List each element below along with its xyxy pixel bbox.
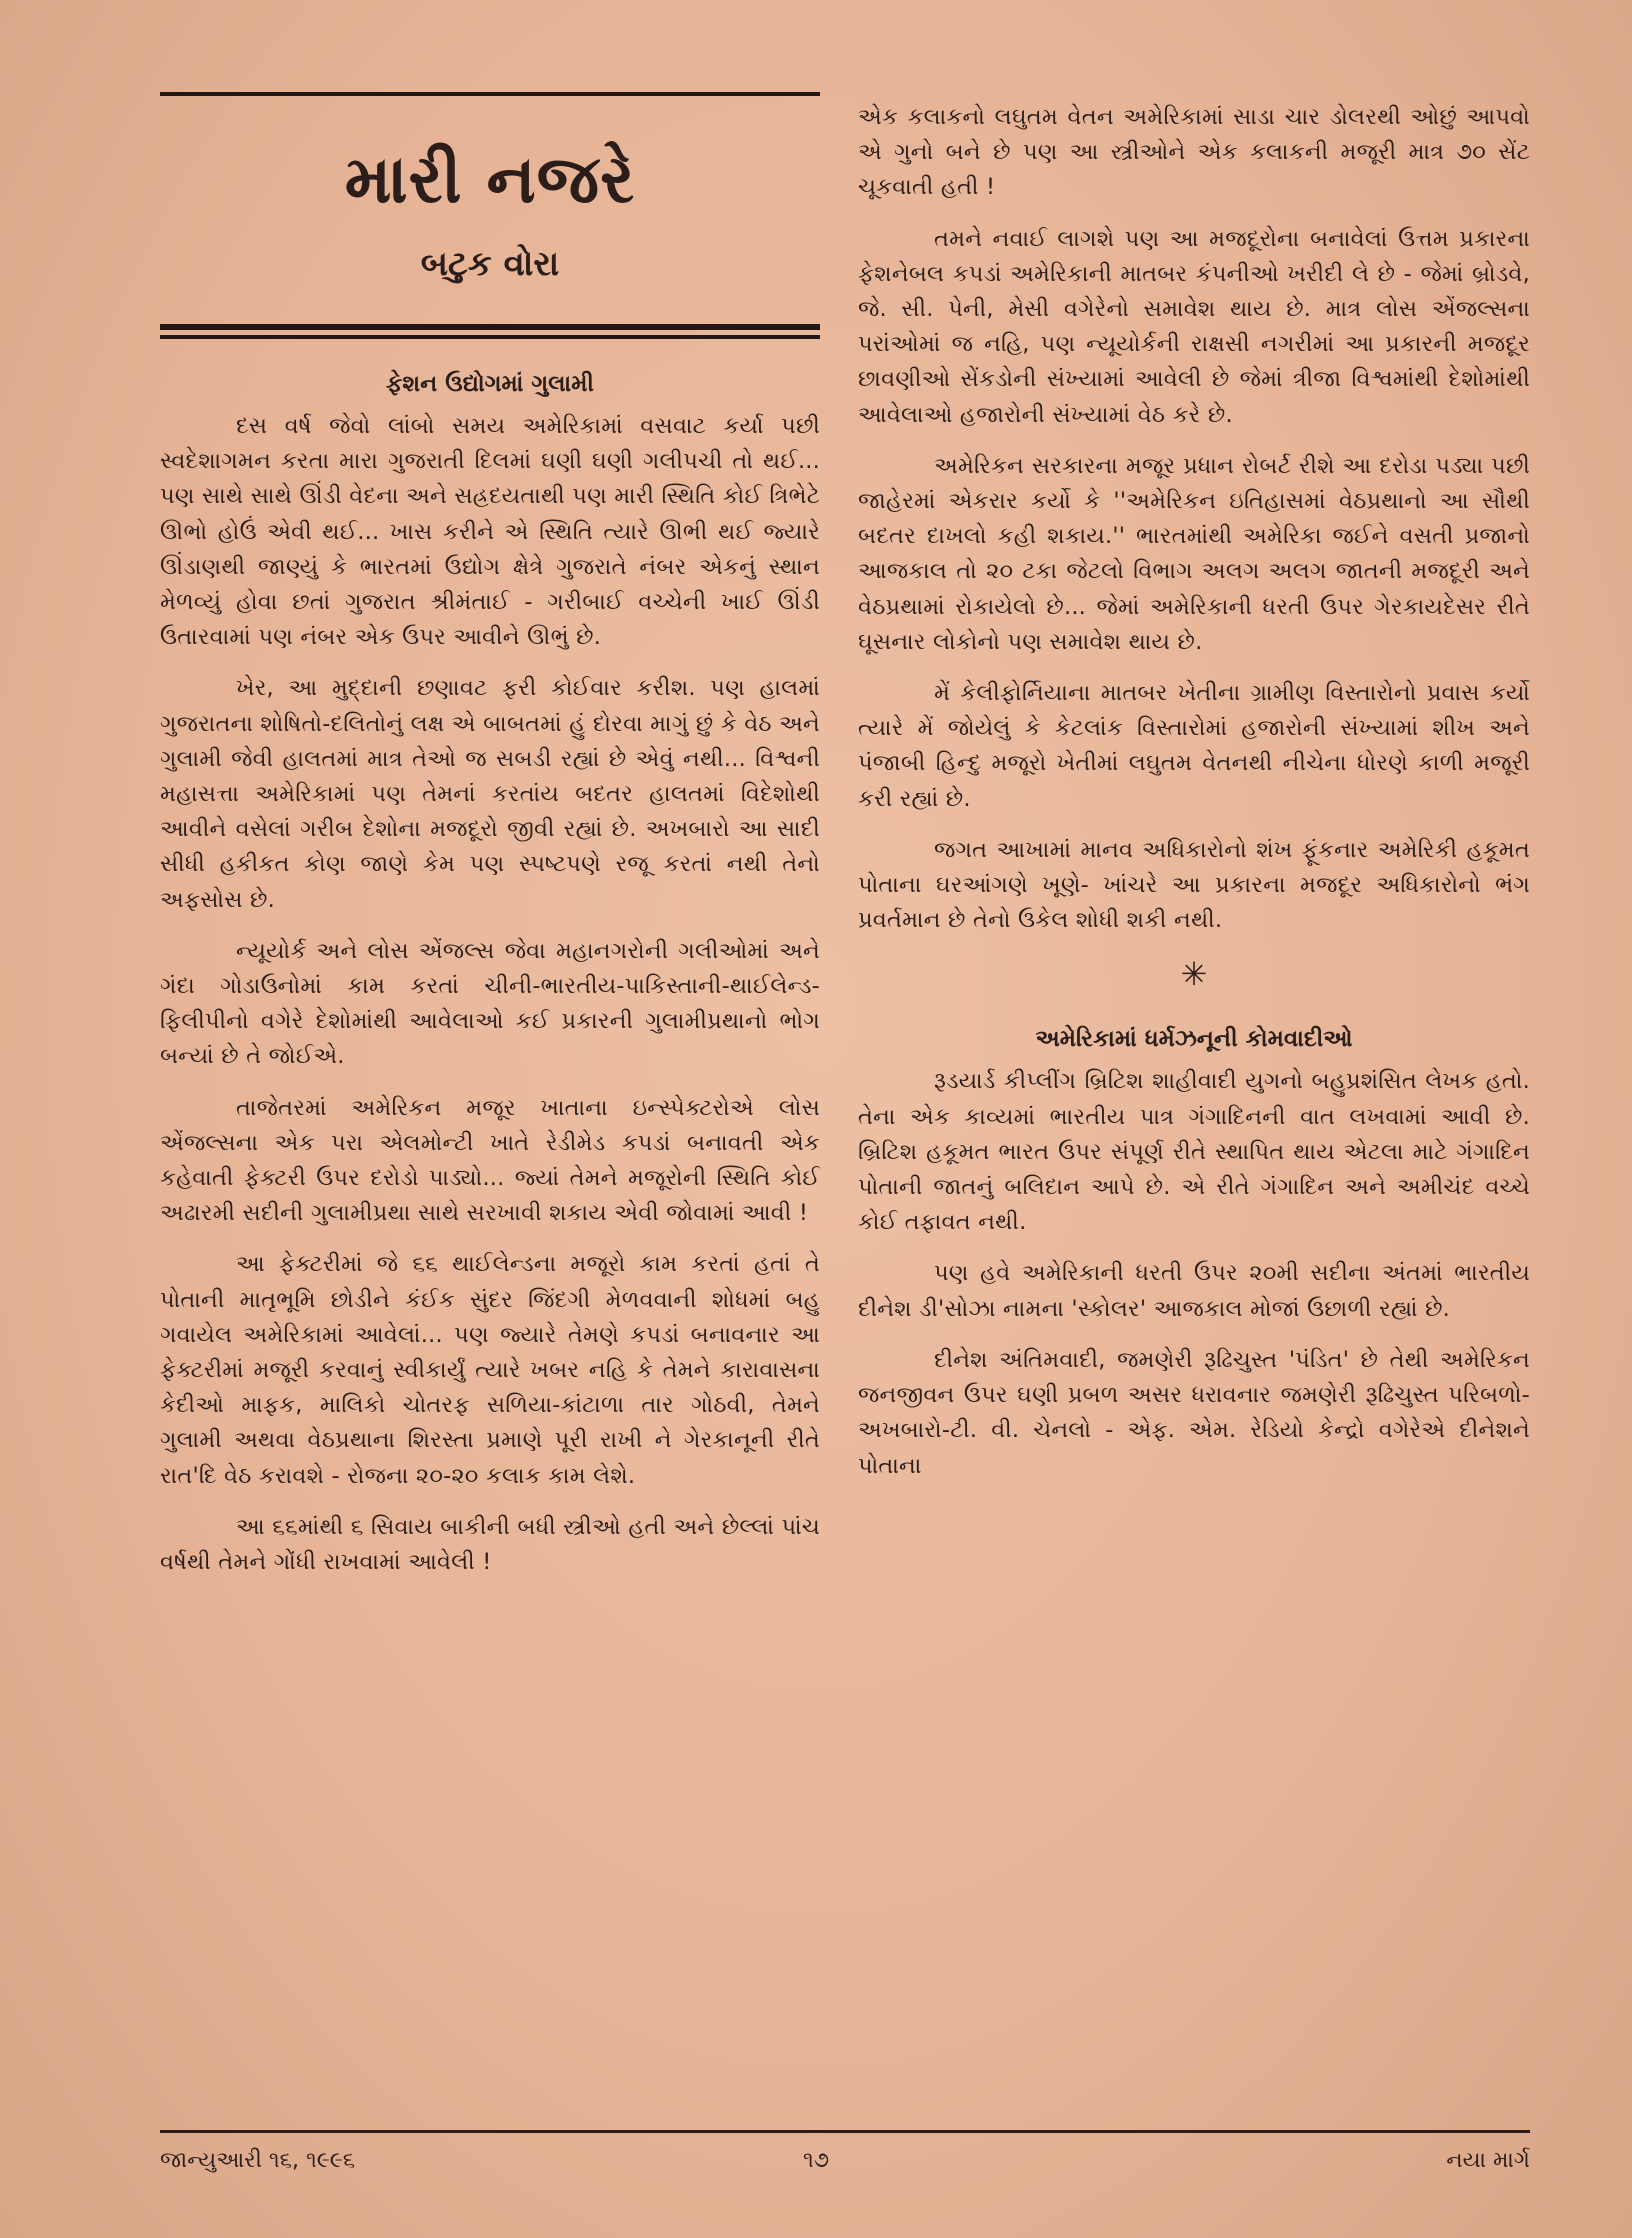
paragraph: તાજેતરમાં અમેરિકન મજૂર ખાતાના ઇન્સ્પેક્ટરોએ લોસ એંજલ્સના એક પરા એલમોન્ટી ખાતે રેડીમેડ કપડાં બનાવતી એક કહેવાતી ફેક્ટરી ઉપર દરોડો પાડ્યો... જ્યાં તેમને મજૂરોની સ્થિતિ કોઈ અઢારમી સદીની ગુલામીપ્રથા સાથે સરખાવી શકાય એવી જોવામાં આવી ! <box>160 1094 820 1227</box>
paragraph: આ ફેક્ટરીમાં જે ૬૬ થાઈલેન્ડના મજૂરો કામ કરતાં હતાં તે પોતાની માતૃભૂમિ છોડીને કંઈક સુંદર જિંદગી મેળવવાની શોધમાં બહુ ગવાયેલ અમેરિકામાં આવેલાં... પણ જ્યારે તેમણે કપડાં બનાવનાર આ ફેક્ટરીમાં મજૂરી કરવાનું સ્વીકાર્યું ત્યારે ખબર નહિ કે તેમને કારાવાસના કેદીઓ માફક, માલિકો ચોતરફ સળિયા-કાંટાળા તાર ગોઠવી, તેમને ગુલામી અથવા વેઠપ્રથાના શિરસ્તા પ્રમાણે પૂરી રાખી ને ગેરકાનૂની રીતે રાત'દિ વેઠ કરાવશે - રોજના ૨૦-૨૦ કલાક કામ લેશે. <box>160 1251 820 1489</box>
footer-date: જાન્યુઆરી ૧૬, ૧૯૯૬ <box>160 2148 356 2173</box>
paragraph: તમને નવાઈ લાગશે પણ આ મજદૂરોના બનાવેલાં ઉત્તમ પ્રકારના ફેશનેબલ કપડાં અમેરિકાની માતબર કંપનીઓ ખરીદી લે છે - જેમાં બ્રોડવે, જે. સી. પેની, મેસી વગેરેનો સમાવેશ થાય છે. માત્ર લોસ એંજલ્સના પરાંઓમાં જ નહિ, પણ ન્યૂયોર્કની રાક્ષસી નગરીમાં આ પ્રકારની મજદૂર છાવણીઓ સેંકડોની સંખ્યામાં આવેલી છે જેમાં ત્રીજા વિશ્વમાંથી દેશોમાંથી આવેલાઓ હજારોની સંખ્યામાં વેઠ કરે છે. <box>858 225 1530 428</box>
column-title: મારી નજરે <box>344 141 636 218</box>
article-heading: ફેશન ઉદ્યોગમાં ગુલામી <box>385 371 595 397</box>
paragraph: પણ હવે અમેરિકાની ધરતી ઉપર ૨૦મી સદીના અંતમાં ભારતીય દીનેશ ડી'સોઝા નામના 'સ્કોલર' આજકાલ મોજાં ઉછાળી રહ્યાં છે. <box>858 1260 1530 1322</box>
paragraph: એક કલાકનો લઘુતમ વેતન અમેરિકામાં સાડા ચાર ડોલરથી ઓછું આપવો એ ગુનો બને છે પણ આ સ્ત્રીઓને એક કલાકની મજૂરી માત્ર ૭૦ સેંટ ચૂકવાતી હતી ! <box>858 104 1530 201</box>
page-number: ૧૭ <box>802 2148 830 2173</box>
paragraph: ન્યૂયોર્ક અને લોસ એંજલ્સ જેવા મહાનગરોની ગલીઓમાં અને ગંદા ગોડાઉનોમાં કામ કરતાં ચીની-ભારતીય-પાકિસ્તાની-થાઈલેન્ડ-ફિલીપીનો વગેરે દેશોમાંથી આવેલાઓ કઈ પ્રકારની ગુલામીપ્રથાનો ભોગ બન્યાં છે તે જોઈએ. <box>160 937 820 1070</box>
paragraph: મેં કેલીફોર્નિયાના માતબર ખેતીના ગ્રામીણ વિસ્તારોનો પ્રવાસ કર્યો ત્યારે મેં જોયેલું કે કેટલાંક વિસ્તારોમાં હજારોની સંખ્યામાં શીખ અને પંજાબી હિન્દુ મજૂરો ખેતીમાં લઘુતમ વેતનથી નીચેના ધોરણે કાળી મજૂરી કરી રહ્યાં છે. <box>858 680 1530 812</box>
section-separator-icon: ✳ <box>1180 955 1208 994</box>
paragraph: ખેર, આ મુદ્દાની છણાવટ ફરી કોઈવાર કરીશ. પણ હાલમાં ગુજરાતના શોષિતો-દલિતોનું લક્ષ એ બાબતમાં હું દોરવા માગું છું કે વેઠ અને ગુલામી જેવી હાલતમાં માત્ર તેઓ જ સબડી રહ્યાં છે એવું નથી... વિશ્વની મહાસત્તા અમેરિકામાં પણ તેમનાં કરતાંય બદતર હાલતમાં વિદેશોથી આવીને વસેલાં ગરીબ દેશોના મજદૂરો જીવી રહ્યાં છે. અખબારો આ સાદી સીધી હકીકત કોણ જાણે કેમ પણ સ્પષ્ટપણે રજૂ કરતાં નથી તેનો અફસોસ છે. <box>160 675 820 913</box>
article-heading: અમેરિકામાં ધર્મઝનૂની કોમવાદીઓ <box>1035 1026 1353 1053</box>
left-column <box>160 92 820 1596</box>
publication-name: નયા માર્ગ <box>1446 2148 1530 2173</box>
paragraph: અમેરિકન સરકારના મજૂર પ્રધાન રોબર્ટ રીશે આ દરોડા પડ્યા પછી જાહેરમાં એકરાર કર્યો કે ''અમેરિકન ઇતિહાસમાં વેઠપ્રથાનો આ સૌથી બદતર દાખલો કહી શકાય.'' ભારતમાંથી અમેરિકા જઈને વસતી પ્રજાનો આજકાલ તો ૨૦ ટકા જેટલો વિભાગ અલગ અલગ જાતની મજદૂરી અને વેઠપ્રથામાં રોકાયેલો છે... જેમાં અમેરિકાની ધરતી ઉપર ગેરકાયદેસર રીતે ઘૂસનાર લોકોનો પણ સમાવેશ થાય છે. <box>858 452 1530 655</box>
masthead-rule-2 <box>160 335 820 339</box>
footer-rule <box>160 2130 1530 2133</box>
paragraph: આ ૬૬માંથી ૬ સિવાય બાકીની બધી સ્ત્રીઓ હતી અને છેલ્લાં પાંચ વર્ષથી તેમને ગોંધી રાખવામાં આવેલી ! <box>160 1513 820 1576</box>
author-name: બટુક વોરા <box>420 244 560 284</box>
paragraph: દસ વર્ષ જેવો લાંબો સમય અમેરિકામાં વસવાટ કર્યા પછી સ્વદેશાગમન કરતા મારા ગુજરાતી દિલમાં ઘણી ઘણી ગલીપચી તો થઈ... પણ સાથે સાથે ઊંડી વેદના અને સહ્રદયતાથી પણ મારી સ્થિતિ કોઈ ત્રિભેટે ઊભો હોઉં એવી થઈ... ખાસ કરીને એ સ્થિતિ ત્યારે ઊભી થઈ જ્યારે ઊંડાણથી જાણ્યું કે ભારતમાં ઉદ્યોગ ક્ષેત્રે ગુજરાતે નંબર એકનું સ્થાન મેળવ્યું હોવા છતાં ગુજરાત શ્રીમંતાઈ - ગરીબાઈ વચ્ચેની ખાઈ ઊંડી ઉતારવામાં પણ નંબર એક ઉપર આવીને ઊભું છે. <box>160 413 820 651</box>
paragraph: રૂડયાર્ડ કીપ્લીંગ બ્રિટિશ શાહીવાદી યુગનો બહુપ્રશંસિત લેખક હતો. તેના એક કાવ્યમાં ભારતીય પાત્ર ગંગાદિનની વાત લખવામાં આવી છે. બ્રિટિશ હકૂમત ભારત ઉપર સંપૂર્ણ રીતે સ્થાપિત થાય એટલા માટે ગંગાદિન પોતાની જાતનું બલિદાન આપે છે. એ રીતે ગંગાદિન અને અમીચંદ વચ્ચે કોઈ તફાવત નથી. <box>858 1068 1530 1236</box>
paragraph: દીનેશ અંતિમવાદી, જમણેરી રૂઢિચુસ્ત 'પંડિત' છે તેથી અમેરિકન જનજીવન ઉપર ઘણી પ્રબળ અસર ધરાવનાર જમણેરી રૂઢિચુસ્ત પરિબળો-અખબારો-ટી. વી. ચેનલો - એફ. એમ. રેડિયો કેન્દ્રો વગેરેએ દીનેશને પોતાના <box>858 1346 1530 1479</box>
masthead-top-rule <box>160 92 820 96</box>
paragraph: જગત આખામાં માનવ અધિકારોનો શંખ ફૂંકનાર અમેરિકી હકૂમત પોતાના ઘરઆંગણે ખૂણે- ખાંચરે આ પ્રકારના મજદૂર અધિકારોનો ભંગ પ્રવર્તમાન છે તેનો ઉકેલ શોધી શકી નથી. <box>858 836 1530 934</box>
right-column <box>858 100 1530 1500</box>
